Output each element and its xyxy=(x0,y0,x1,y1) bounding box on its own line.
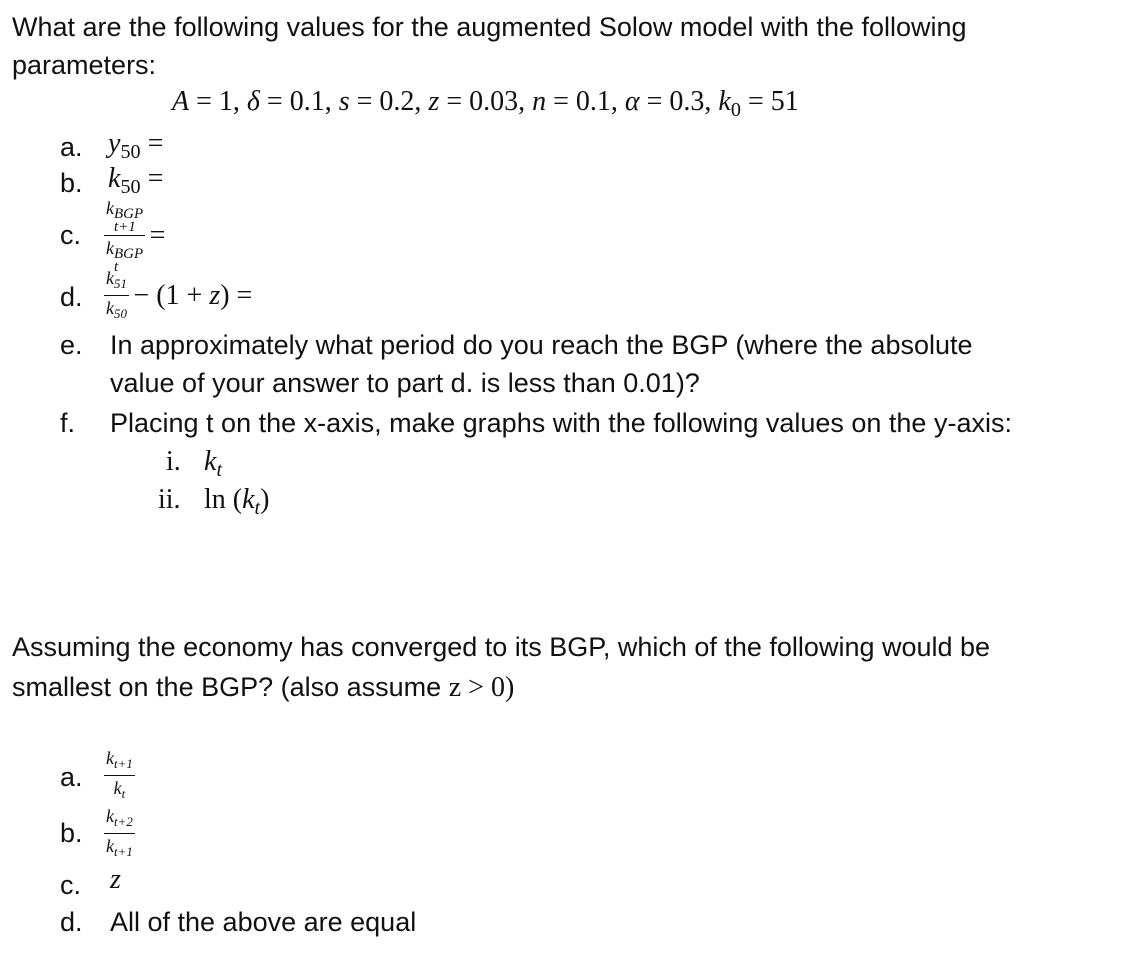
item-f-label: f. xyxy=(60,408,76,438)
item-d-label: d. xyxy=(60,282,83,312)
question-1-intro-line-2: parameters: xyxy=(12,50,157,80)
item-a-label: a. xyxy=(60,132,83,162)
question-2-line-2 xyxy=(12,668,514,707)
item-b-expression: $k_{50}$ = xyxy=(108,163,164,199)
q2-item-b-expression: $\frac{k_{t+2}}{k_{t+1}}$ xyxy=(106,806,133,859)
item-f-ii-expression: $\ln (k_t)$ xyxy=(204,484,270,520)
item-e-label: e. xyxy=(60,330,83,360)
q2-item-d-label: d. xyxy=(60,907,83,937)
item-f-text: Placing t on the x-axis, make graphs with the following values on the y-axis: xyxy=(110,408,1012,438)
item-f-ii-label: ii. xyxy=(158,484,181,515)
question-2-line-1: Assuming the economy has converged to its BGP, which of the following would be xyxy=(12,632,991,662)
item-d-expression: $\frac{k_{51}}{k_{50}}$ − (1 + z) = xyxy=(106,268,253,321)
question-2-line-2-math: z > 0) xyxy=(448,672,515,703)
item-a-expression: $y_{50}$ = xyxy=(108,128,164,164)
q2-item-a-expression: $\frac{k_{t+1}}{k_t}$ xyxy=(106,748,133,801)
q2-item-d-text: All of the above are equal xyxy=(110,907,417,937)
parameters-equation: A = 1, δ = 0.1, s = 0.2, z = 0.03, n = 0.1, α = 0.3, $k_0 = 51$ xyxy=(172,86,799,122)
q2-item-b-label: b. xyxy=(60,818,83,848)
item-f-i-label: i. xyxy=(166,446,181,477)
q2-item-a-label: a. xyxy=(60,762,83,792)
question-1-intro-line-1: What are the following values for the augmented Solow model with the following xyxy=(12,12,967,42)
item-e-line-1: In approximately what period do you reach the BGP (where the absolute xyxy=(110,330,973,360)
question-2-line-2-prefix: smallest on the BGP? (also assume xyxy=(12,672,442,702)
item-c-label: c. xyxy=(60,220,82,250)
item-e-line-2: value of your answer to part d. is less than 0.01)? xyxy=(110,368,700,398)
item-b-label: b. xyxy=(60,168,83,198)
q2-item-c-label: c. xyxy=(60,870,82,900)
item-f-i-expression: $k_t$ xyxy=(204,446,223,482)
item-c-expression: k BGP t+1 k BGP t = xyxy=(106,198,166,275)
q2-item-c-expression: z xyxy=(110,864,121,895)
